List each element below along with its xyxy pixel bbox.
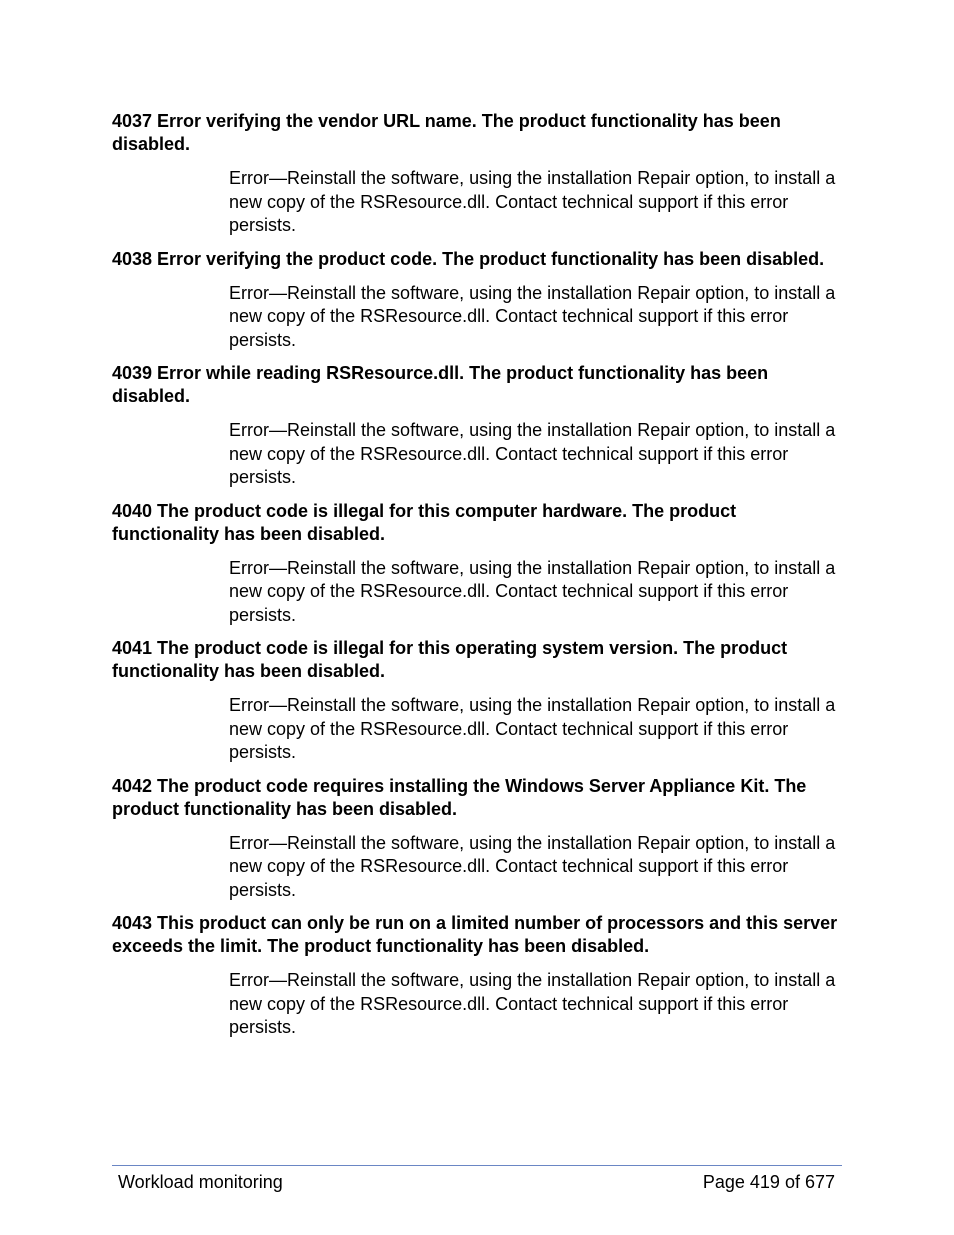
error-description: Error—Reinstall the software, using the installation Repair option, to install a new copy of the RSResource.dll. Contact technical support if this error persists. xyxy=(229,168,836,235)
footer-section-title: Workload monitoring xyxy=(118,1172,283,1192)
error-entry-4038 xyxy=(112,248,842,353)
error-heading: 4039 Error while reading RSResource.dll. The product functionality has been disabled. xyxy=(112,363,769,406)
error-entry-4040 xyxy=(112,500,842,628)
footer-divider xyxy=(112,1165,842,1166)
error-entry-4039 xyxy=(112,362,842,490)
error-heading: 4043 This product can only be run on a limited number of processors and this server exceeds the limit. The product functionality has been disabled. xyxy=(112,913,838,956)
error-heading: 4040 The product code is illegal for this computer hardware. The product functionality has been disabled. xyxy=(112,500,737,544)
error-heading: 4038 Error verifying the product code. The product functionality has been disabled. xyxy=(112,248,825,269)
error-description: Error—Reinstall the software, using the installation Repair option, to install a new copy of the RSResource.dll. Contact technical support if this error persists. xyxy=(229,695,836,762)
error-description: Error—Reinstall the software, using the installation Repair option, to install a new copy of the RSResource.dll. Contact technical support if this error persists. xyxy=(229,832,836,900)
document-content xyxy=(112,110,842,1040)
error-entry-4041 xyxy=(112,637,842,765)
error-entry-4043 xyxy=(112,912,842,1040)
error-description: Error—Reinstall the software, using the installation Repair option, to install a new copy of the RSResource.dll. Contact technical support if this error persists. xyxy=(229,420,836,487)
error-heading: 4042 The product code requires installing the Windows Server Appliance Kit. The product functionality has been disabled. xyxy=(112,775,807,819)
error-heading: 4041 The product code is illegal for this operating system version. The product functionality has been disabled. xyxy=(112,638,788,681)
error-entry-4037 xyxy=(112,110,842,238)
error-description: Error—Reinstall the software, using the installation Repair option, to install a new copy of the RSResource.dll. Contact technical support if this error persists. xyxy=(229,970,836,1037)
error-entry-4042 xyxy=(112,775,842,903)
error-description: Error—Reinstall the software, using the installation Repair option, to install a new copy of the RSResource.dll. Contact technical support if this error persists. xyxy=(229,557,836,625)
error-description: Error—Reinstall the software, using the installation Repair option, to install a new copy of the RSResource.dll. Contact technical support if this error persists. xyxy=(229,282,836,350)
footer-page-number: Page 419 of 677 xyxy=(702,1172,835,1192)
error-heading: 4037 Error verifying the vendor URL name. The product functionality has been disabled. xyxy=(112,111,781,154)
